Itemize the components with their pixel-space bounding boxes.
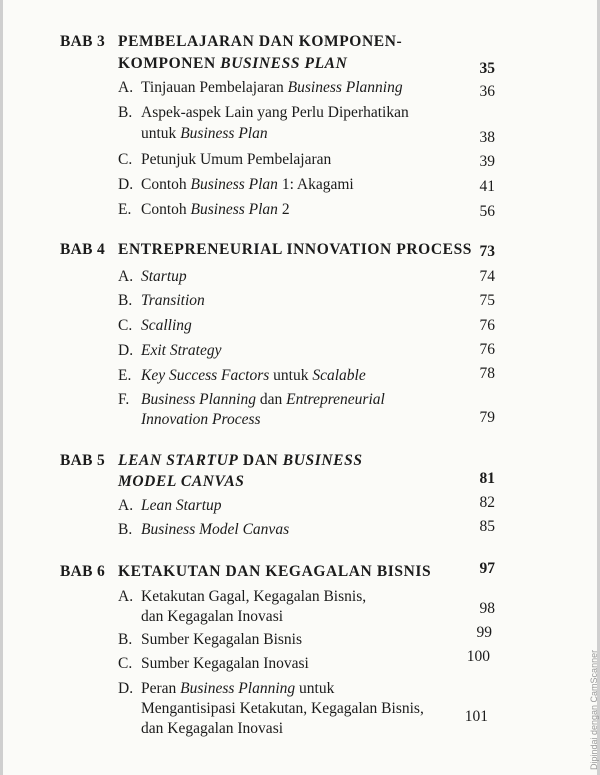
toc-item-line [141, 79, 403, 97]
italic-text-segment: Scalling [141, 317, 192, 334]
italic-text-segment: Business Plan [190, 201, 278, 218]
text-segment: Peran [141, 680, 181, 697]
italic-text-segment: Business Model Canvas [141, 521, 290, 538]
item-letter: C. [118, 317, 133, 334]
text-segment: ENTREPRENEURIAL INNOVATION PROCESS [118, 241, 473, 258]
item-letter: E. [118, 367, 132, 384]
italic-text-segment: BUSINESS PLAN [220, 55, 348, 72]
text-segment: KOMPONEN [118, 55, 221, 72]
italic-text-segment: Transition [141, 292, 205, 309]
chapter-page-number: 81 [479, 470, 495, 487]
item-letter: B. [118, 104, 133, 121]
item-letter: F. [118, 391, 130, 408]
toc-item-line [141, 125, 268, 143]
italic-text-segment: Business Planning [141, 391, 256, 408]
chapter-label: BAB 6 [60, 563, 105, 580]
text-segment: 2 [277, 201, 290, 218]
toc-item-line [141, 680, 334, 698]
item-page-number: 38 [479, 129, 495, 146]
chapter-page-number: 97 [479, 560, 495, 577]
toc-item-line [141, 176, 354, 194]
text-segment: Sumber Kegagalan Inovasi [141, 655, 309, 672]
scanner-watermark-text: Dipindai dengan CamScanner [589, 649, 599, 770]
text-segment: untuk [269, 367, 313, 384]
text-segment: Petunjuk Umum Pembelajaran [141, 151, 332, 168]
italic-text-segment: Key Success Factors [141, 367, 270, 384]
item-page-number: 79 [479, 409, 495, 426]
toc-item-line [141, 201, 290, 219]
italic-text-segment: Startup [141, 268, 187, 285]
toc-item-line [141, 720, 283, 738]
item-page-number: 74 [479, 268, 495, 285]
item-page-number: 75 [479, 292, 495, 309]
item-letter: A. [118, 79, 134, 96]
item-letter: D. [118, 176, 134, 193]
chapter-title-line [118, 55, 347, 73]
toc-item-line [141, 588, 366, 606]
item-page-number: 76 [479, 341, 495, 358]
toc-item-line [141, 151, 331, 169]
toc-item-line [141, 342, 222, 360]
text-segment: Ketakutan Gagal, Kegagalan Bisnis, [141, 588, 367, 605]
text-segment: Aspek-aspek Lain yang Perlu Diperhatikan [141, 104, 409, 121]
toc-item-line [141, 367, 366, 385]
italic-text-segment: Entrepreneurial [286, 391, 385, 408]
toc-item-line [141, 268, 187, 286]
text-segment: PEMBELAJARAN DAN KOMPONEN- [118, 33, 403, 50]
text-segment: dan Kegagalan Inovasi [141, 720, 284, 737]
item-letter: D. [118, 342, 134, 359]
item-letter: A. [118, 497, 134, 514]
text-segment: Contoh [141, 176, 191, 193]
text-segment: dan Kegagalan Inovasi [141, 608, 284, 625]
italic-text-segment: Business Planning [287, 79, 403, 96]
toc-item-line [141, 655, 309, 673]
italic-text-segment: MODEL CANVAS [118, 473, 245, 490]
italic-text-segment: LEAN STARTUP [118, 452, 239, 469]
chapter-title-line [118, 33, 402, 51]
item-letter: B. [118, 521, 133, 538]
item-letter: B. [118, 631, 133, 648]
toc-item-line [141, 497, 222, 515]
italic-text-segment: Business Planning [180, 680, 296, 697]
item-page-number: 76 [479, 317, 495, 334]
text-segment: 1: Akagami [277, 176, 354, 193]
item-page-number: 85 [479, 518, 495, 535]
toc-item-line [141, 521, 289, 539]
italic-text-segment: BUSINESS [282, 452, 363, 469]
toc-item-line [141, 700, 424, 718]
text-segment: DAN [238, 452, 283, 469]
item-page-number: 41 [479, 178, 495, 195]
scan-left-edge [0, 0, 3, 775]
toc-item-line [141, 317, 192, 335]
chapter-page-number: 73 [479, 243, 495, 260]
toc-item-line [141, 391, 385, 409]
text-segment: Mengantisipasi Ketakutan, Kegagalan Bisnis, [141, 700, 424, 717]
item-letter: A. [118, 268, 134, 285]
chapter-title-line [118, 563, 431, 581]
italic-text-segment: Innovation Process [141, 411, 261, 428]
text-segment: untuk [295, 680, 335, 697]
toc-item-line [141, 608, 283, 626]
text-segment: Sumber Kegagalan Bisnis [141, 631, 303, 648]
chapter-label: BAB 4 [60, 241, 105, 258]
chapter-title-line [118, 241, 472, 259]
item-page-number: 78 [479, 365, 495, 382]
text-segment: untuk [141, 125, 181, 142]
chapter-page-number: 35 [479, 60, 495, 77]
italic-text-segment: Scalable [312, 367, 366, 384]
text-segment: Tinjauan Pembelajaran [141, 79, 288, 96]
text-segment: dan [255, 391, 287, 408]
italic-text-segment: Exit Strategy [141, 342, 222, 359]
item-page-number: 82 [479, 494, 495, 511]
item-letter: A. [118, 588, 134, 605]
item-page-number: 36 [479, 83, 495, 100]
italic-text-segment: Lean Startup [141, 497, 222, 514]
item-page-number: 100 [466, 648, 490, 665]
item-letter: C. [118, 655, 133, 672]
chapter-title-line [118, 452, 363, 470]
text-segment: KETAKUTAN DAN KEGAGALAN BISNIS [118, 563, 432, 580]
item-letter: E. [118, 201, 132, 218]
item-page-number: 99 [476, 624, 492, 641]
italic-text-segment: Business Plan [180, 125, 268, 142]
toc-item-line [141, 292, 205, 310]
item-letter: B. [118, 292, 133, 309]
item-page-number: 56 [479, 203, 495, 220]
item-page-number: 98 [479, 600, 495, 617]
item-page-number: 39 [479, 153, 495, 170]
chapter-title-line [118, 473, 245, 491]
toc-item-line [141, 631, 302, 649]
text-segment: Contoh [141, 201, 191, 218]
scanner-watermark [578, 640, 599, 770]
toc-item-line [141, 104, 409, 122]
item-page-number: 101 [464, 708, 488, 725]
chapter-label: BAB 3 [60, 33, 105, 50]
chapter-label: BAB 5 [60, 452, 105, 469]
item-letter: D. [118, 680, 134, 697]
italic-text-segment: Business Plan [190, 176, 278, 193]
item-letter: C. [118, 151, 133, 168]
toc-item-line [141, 411, 261, 429]
